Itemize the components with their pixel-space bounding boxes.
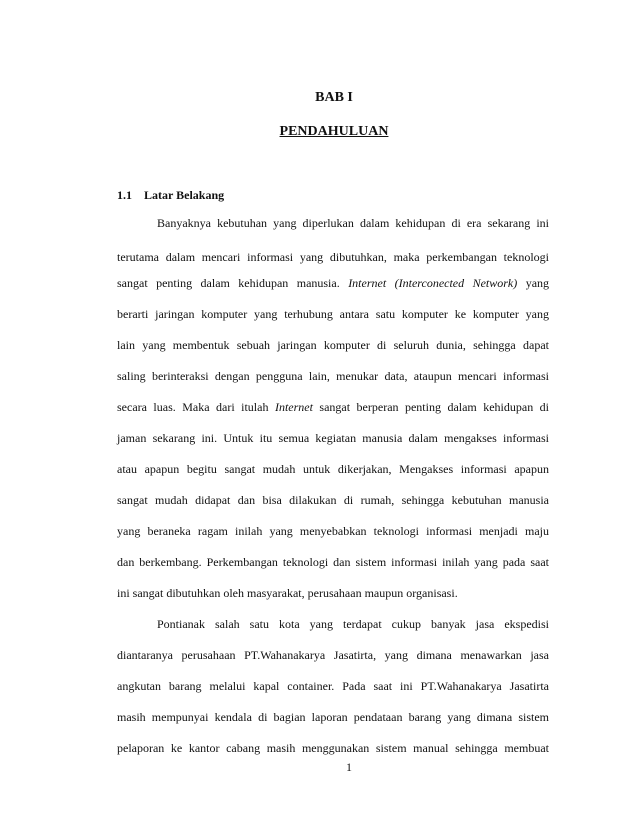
italic-term: Internet bbox=[274, 400, 313, 414]
paragraph-line: atau apapun begitu sangat mudah untuk dikerjakan, Mengakses informasi apapun bbox=[117, 462, 549, 476]
paragraph-line: diantaranya perusahaan PT.Wahanakarya Jasatirta, yang dimana menawarkan jasa bbox=[117, 648, 549, 662]
paragraph-line: jaman sekarang ini. Untuk itu semua kegiatan manusia dalam mengakses informasi bbox=[117, 431, 549, 445]
italic-term: Internet (Interconected Network) bbox=[348, 276, 518, 290]
paragraph-line: dan berkembang. Perkembangan teknologi dan sistem informasi inilah yang pada saat bbox=[117, 555, 549, 569]
page-number: 1 bbox=[346, 760, 352, 774]
section-title: Latar Belakang bbox=[144, 188, 225, 202]
section-heading bbox=[117, 188, 224, 203]
paragraph-line: masih mempunyai kendala di bagian laporan pendataan barang yang dimana sistem bbox=[117, 710, 549, 724]
paragraph-line: pelaporan ke kantor cabang masih menggunakan sistem manual sehingga membuat bbox=[117, 741, 549, 755]
chapter-number: BAB I bbox=[315, 90, 353, 105]
paragraph-line: secara luas. Maka dari itulah Internet sangat berperan penting dalam kehidupan di bbox=[117, 400, 550, 414]
paragraph-line: lain yang membentuk sebuah jaringan komputer di seluruh dunia, sehingga dapat bbox=[117, 338, 549, 352]
paragraph-line: sangat mudah didapat dan bisa dilakukan di rumah, sehingga kebutuhan manusia bbox=[117, 493, 549, 507]
section-number: 1.1 bbox=[117, 188, 132, 202]
paragraph-line: saling berinteraksi dengan pengguna lain, menukar data, ataupun mencari informasi bbox=[117, 369, 549, 383]
paragraph-line: Banyaknya kebutuhan yang diperlukan dalam kehidupan di era sekarang ini bbox=[157, 216, 549, 230]
paragraph-line: sangat penting dalam kehidupan manusia. Internet (Interconected Network) yang bbox=[117, 276, 550, 290]
paragraph-line: yang beraneka ragam inilah yang menyebabkan teknologi informasi menjadi maju bbox=[117, 524, 549, 538]
paragraph-line: terutama dalam mencari informasi yang dibutuhkan, maka perkembangan teknologi bbox=[117, 250, 549, 264]
paragraph-line: berarti jaringan komputer yang terhubung antara satu komputer ke komputer yang bbox=[117, 307, 549, 321]
paragraph-line: Pontianak salah satu kota yang terdapat cukup banyak jasa ekspedisi bbox=[157, 617, 549, 631]
paragraph-line: angkutan barang melalui kapal container. Pada saat ini PT.Wahanakarya Jasatirta bbox=[117, 679, 549, 693]
chapter-title: PENDAHULUAN bbox=[279, 124, 389, 139]
paragraph-line: ini sangat dibutuhkan oleh masyarakat, perusahaan maupun organisasi. bbox=[117, 586, 458, 600]
